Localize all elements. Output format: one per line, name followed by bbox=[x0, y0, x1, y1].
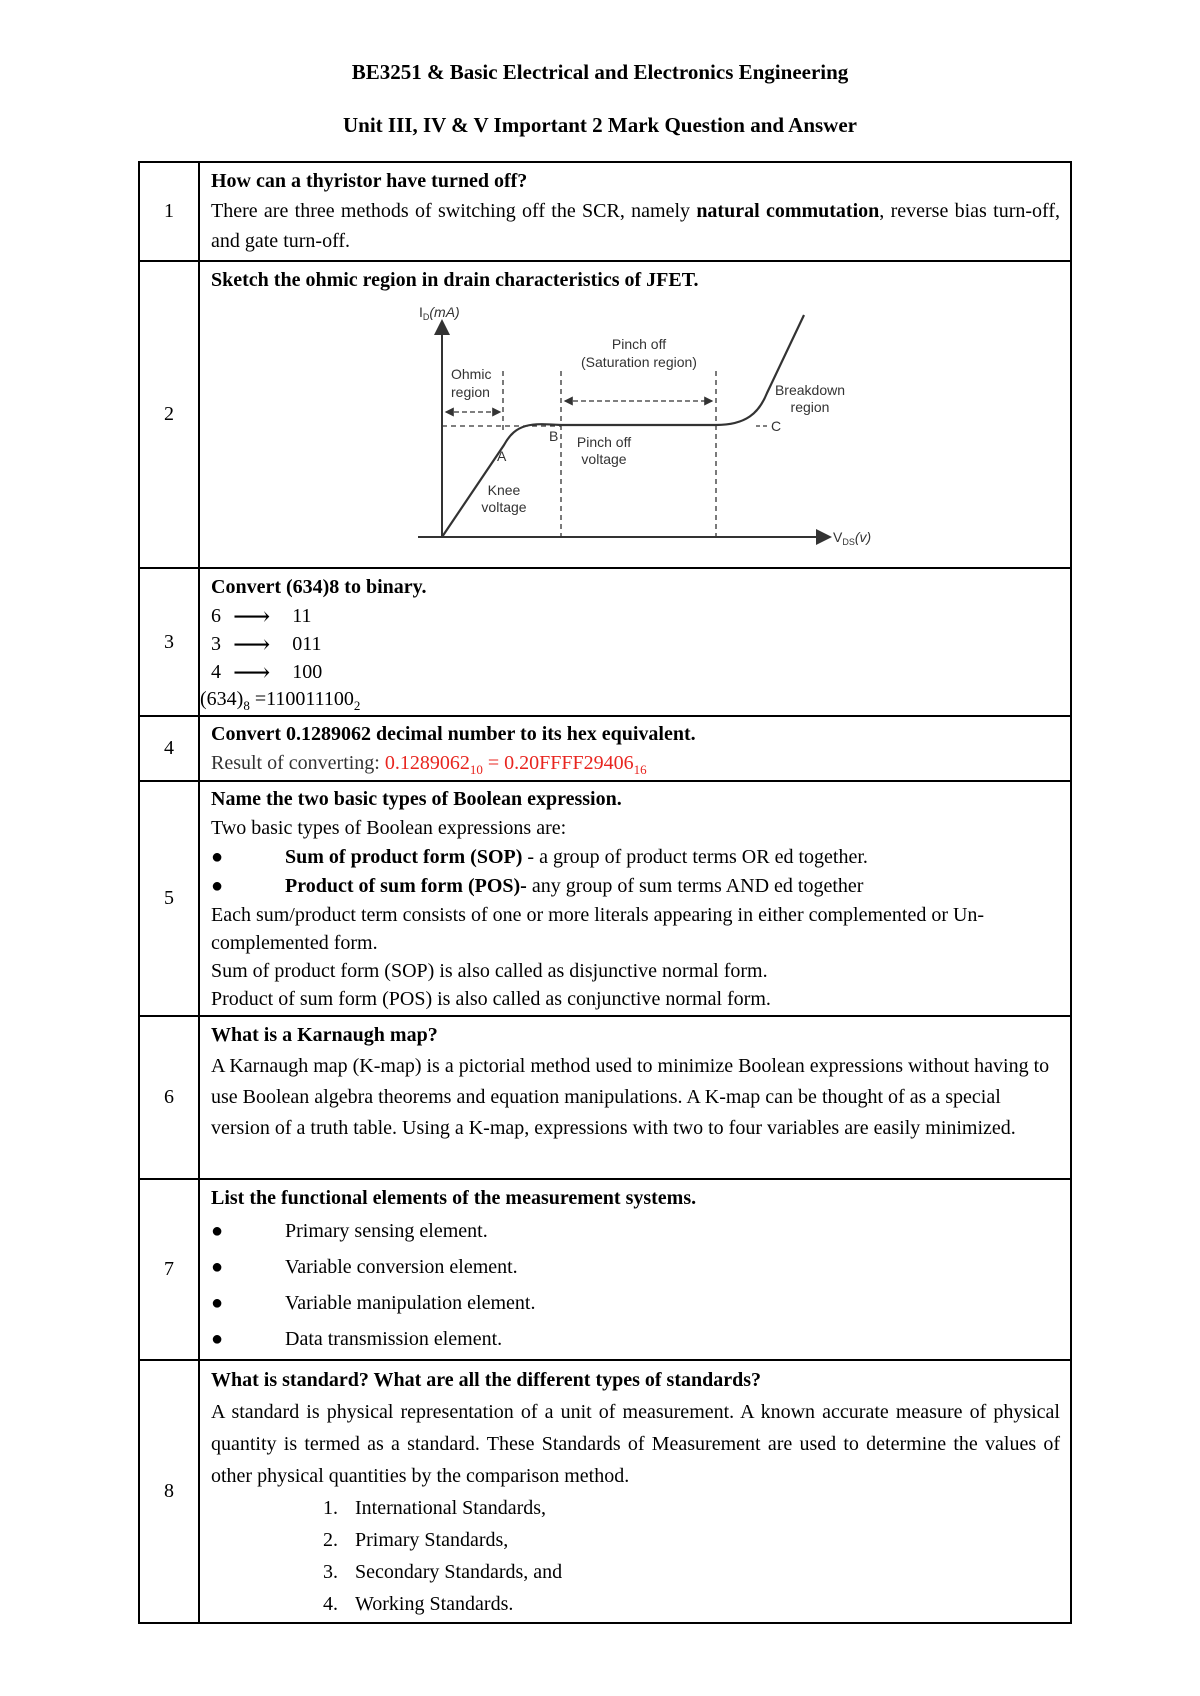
answer-text: Result of converting: $0.1289062_{10}$ = $0.20FFFF29406_{16}$ bbox=[211, 752, 647, 777]
table-row bbox=[139, 162, 1071, 261]
list-item: ● Data transmission element. bbox=[211, 1321, 1060, 1357]
row-number: 2 bbox=[139, 261, 199, 568]
row-number: 8 bbox=[139, 1360, 199, 1623]
breakdown-region-label: region bbox=[790, 399, 830, 415]
ohmic-region-label: region bbox=[451, 384, 490, 400]
list-item: 1. International Standards, bbox=[323, 1497, 547, 1519]
list-item: 6 ⟶ 11 bbox=[211, 601, 312, 631]
arrow-right-icon: ⟶ bbox=[233, 601, 271, 631]
table-row bbox=[139, 781, 1071, 1016]
document-title: BE3251 & Basic Electrical and Electronics Engineering bbox=[351, 60, 849, 84]
list-item: 4 ⟶ 100 bbox=[211, 657, 323, 687]
row-content bbox=[199, 162, 1071, 261]
row-content bbox=[199, 716, 1071, 781]
arrow-right-icon: ⟶ bbox=[233, 657, 271, 687]
bullet-icon: ● bbox=[211, 1328, 224, 1350]
bullet-icon: ● bbox=[211, 1256, 224, 1278]
point-b-label: B bbox=[549, 428, 559, 444]
list-item: ● Product of sum form (POS)- any group of sum terms AND ed together bbox=[211, 872, 1060, 901]
point-a-label: A bbox=[497, 448, 507, 464]
row-content bbox=[199, 1360, 1071, 1623]
row-content bbox=[199, 1016, 1071, 1179]
boolean-types-list bbox=[211, 843, 1060, 901]
row-number: 1 bbox=[139, 162, 199, 261]
row-number: 4 bbox=[139, 716, 199, 781]
jfet-figure bbox=[211, 295, 1060, 557]
answer-text: A standard is physical representation of a unit of measurement. A known accurate measure of physical quantity is termed as a standard. These Standards of Measurement are used to determine the values of other physical quantities by the comparison method. bbox=[211, 1401, 1060, 1487]
conversion-result: $(634)_8 =110011100_2$ bbox=[200, 688, 361, 713]
list-item: 3. Secondary Standards, and bbox=[323, 1561, 563, 1583]
bullet-icon: ● bbox=[211, 875, 224, 897]
table-row bbox=[139, 261, 1071, 568]
arrow-right-icon: ⟶ bbox=[233, 629, 271, 659]
table-row bbox=[139, 716, 1071, 781]
y-axis-label: $I_D(mA)$ bbox=[419, 304, 460, 322]
bullet-icon: ● bbox=[211, 1220, 224, 1242]
answer-text: There are three methods of switching off the SCR, namely natural commutation, reverse bias turn-off, and gate turn-off. bbox=[211, 200, 1060, 252]
breakdown-region-label: Breakdown bbox=[774, 382, 846, 398]
answer-intro: Two basic types of Boolean expressions are: bbox=[211, 817, 567, 839]
question-text: Convert 0.1289062 decimal number to its hex equivalent. bbox=[211, 723, 696, 745]
question-text: What is a Karnaugh map? bbox=[211, 1024, 438, 1046]
knee-voltage-label: voltage bbox=[481, 499, 527, 515]
answer-line: Each sum/product term consists of one or more literals appearing in either complemented or Un-complemented form. bbox=[211, 904, 985, 954]
point-c-label: C bbox=[771, 418, 782, 434]
ohmic-region-label: Ohmic bbox=[451, 366, 492, 382]
row-content bbox=[199, 261, 1071, 568]
bullet-icon: ● bbox=[211, 846, 224, 868]
list-item: ● Primary sensing element. bbox=[211, 1213, 1060, 1249]
table-row bbox=[139, 1016, 1071, 1179]
row-content bbox=[199, 781, 1071, 1016]
list-item: ● Variable manipulation element. bbox=[211, 1285, 1060, 1321]
table-row bbox=[139, 1179, 1071, 1360]
list-item: ● Variable conversion element. bbox=[211, 1249, 1060, 1285]
pinch-off-voltage-label: Pinch off bbox=[576, 434, 632, 450]
pinch-off-region-label: Pinch off bbox=[611, 336, 667, 352]
question-text: Name the two basic types of Boolean expression. bbox=[211, 788, 622, 810]
question-text: How can a thyristor have turned off? bbox=[211, 170, 528, 192]
row-number: 5 bbox=[139, 781, 199, 1016]
list-item: 4. Working Standards. bbox=[323, 1593, 514, 1615]
row-number: 3 bbox=[139, 568, 199, 716]
question-text: Sketch the ohmic region in drain characteristics of JFET. bbox=[211, 269, 699, 291]
document-subtitle: Unit III, IV & V Important 2 Mark Question and Answer bbox=[343, 113, 857, 137]
table-row bbox=[139, 1360, 1071, 1623]
conversion-list bbox=[200, 601, 1060, 713]
list-item: 3 ⟶ 011 bbox=[211, 629, 322, 659]
functional-elements-list bbox=[211, 1213, 1060, 1357]
list-item: 2. Primary Standards, bbox=[323, 1529, 509, 1551]
answer-line: Sum of product form (SOP) is also called as disjunctive normal form. bbox=[211, 960, 768, 982]
row-number: 6 bbox=[139, 1016, 199, 1179]
answer-text: A Karnaugh map (K-map) is a pictorial method used to minimize Boolean expressions without having to use Boolean algebra theorems and equation manipulations. A K-map can be thought of as a special version of a truth table. Using a K-map, expressions with two to four variables are easily minimized. bbox=[211, 1055, 1050, 1139]
bullet-icon: ● bbox=[211, 1292, 224, 1314]
answer-line: Product of sum form (POS) is also called as conjunctive normal form. bbox=[211, 988, 771, 1010]
x-axis-label: $V_{DS}(v)$ bbox=[833, 529, 872, 547]
standards-list bbox=[211, 1492, 1060, 1620]
list-item: ● Sum of product form (SOP) - a group of product terms OR ed together. bbox=[211, 843, 1060, 872]
row-content bbox=[199, 1179, 1071, 1360]
row-number: 7 bbox=[139, 1179, 199, 1360]
question-text: Convert (634)8 to binary. bbox=[211, 576, 427, 598]
row-content bbox=[199, 568, 1071, 716]
question-text: List the functional elements of the measurement systems. bbox=[211, 1187, 697, 1209]
qa-table bbox=[138, 161, 1072, 1624]
jfet-drain-characteristics-diagram bbox=[211, 295, 1123, 557]
pinch-off-region-label: (Saturation region) bbox=[581, 354, 697, 370]
pinch-off-voltage-label: voltage bbox=[581, 451, 627, 467]
table-row bbox=[139, 568, 1071, 716]
question-text: What is standard? What are all the different types of standards? bbox=[211, 1369, 762, 1391]
knee-voltage-label: Knee bbox=[487, 482, 521, 498]
